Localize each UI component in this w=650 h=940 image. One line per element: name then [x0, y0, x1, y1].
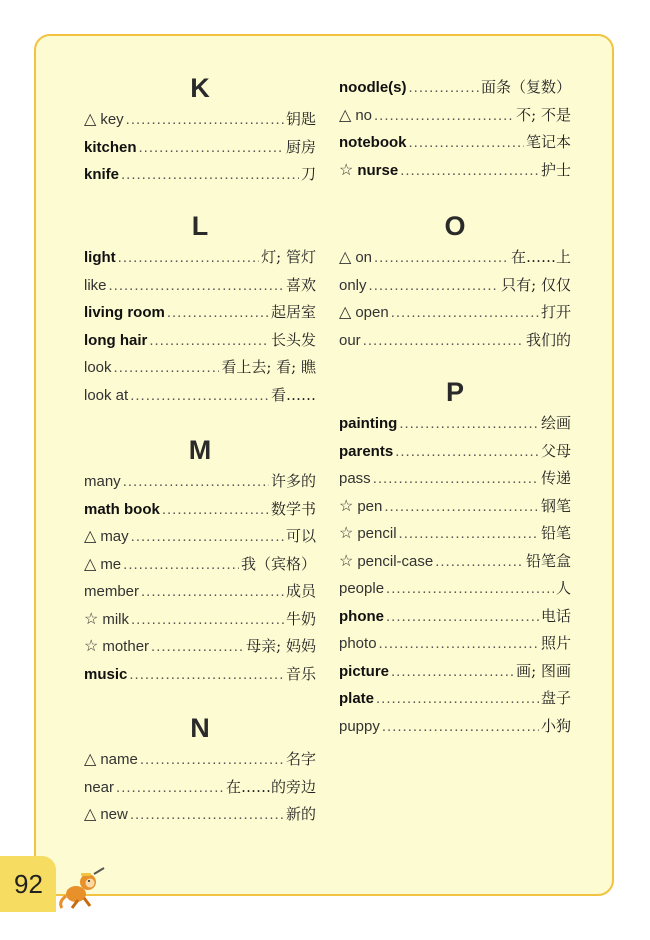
glossary-entry [84, 468, 316, 496]
entry-meaning: 我们的 [525, 330, 571, 349]
entry-word: living room [84, 304, 165, 321]
entry-meaning: 牛奶 [285, 609, 316, 628]
dot-leader [386, 575, 554, 603]
entry-meaning: 不; 不是 [516, 105, 571, 124]
glossary-entry [84, 633, 316, 661]
dot-leader [379, 630, 539, 658]
glossary-entry [339, 102, 571, 130]
glossary-entry [339, 575, 571, 603]
entry-word: painting [339, 415, 398, 432]
entry-meaning: 成员 [285, 582, 316, 600]
section-o [339, 208, 571, 354]
entry-word: music [84, 665, 128, 683]
entry-word: key [100, 111, 124, 128]
dot-leader [374, 102, 514, 130]
triangle-icon: △ [84, 806, 97, 823]
entry-word: me [100, 555, 122, 573]
star-icon: ☆ [339, 497, 354, 515]
dot-leader [373, 465, 539, 493]
glossary-entry [84, 244, 316, 272]
glossary-entry [339, 493, 571, 521]
entry-meaning: 照片 [540, 634, 571, 652]
dot-leader [109, 272, 284, 300]
entry-meaning: 长头发 [270, 330, 316, 349]
glossary-entry [84, 746, 316, 774]
entry-word: look at [84, 386, 129, 404]
dot-leader [435, 548, 524, 576]
dot-leader [114, 354, 220, 382]
dot-leader [386, 603, 539, 631]
entry-word: notebook [339, 134, 407, 151]
dot-leader [376, 685, 539, 713]
triangle-icon: △ [339, 106, 352, 124]
entry-word: look [84, 359, 112, 376]
entry-word: only [339, 276, 367, 294]
glossary-entry [84, 106, 316, 134]
triangle-icon: △ [84, 751, 97, 768]
glossary-entry [339, 272, 571, 300]
glossary-entry [84, 299, 316, 327]
entry-meaning: 铅笔 [540, 524, 571, 542]
dot-leader [409, 129, 524, 157]
triangle-icon: △ [84, 555, 97, 573]
section-k [84, 70, 316, 189]
page-number: 92 [14, 869, 43, 899]
dot-leader [129, 661, 284, 689]
entry-word: member [84, 583, 140, 600]
section-letter: M [188, 435, 212, 465]
entry-meaning: 钢笔 [540, 496, 571, 515]
dot-leader [391, 299, 539, 327]
entry-word: milk [102, 610, 130, 628]
entry-meaning: 只有; 仅仅 [501, 275, 571, 294]
entry-meaning: 许多的 [270, 472, 316, 490]
entry-word: like [84, 276, 107, 294]
triangle-icon: △ [339, 304, 352, 321]
entry-word: light [84, 249, 116, 266]
dot-leader [363, 327, 524, 355]
entry-meaning: 起居室 [270, 303, 316, 321]
dot-leader [116, 774, 224, 802]
glossary-entry [84, 382, 316, 410]
entry-word: nurse [357, 161, 399, 179]
section-letter: P [445, 377, 464, 407]
entry-meaning: 绘画 [540, 414, 571, 432]
entry-word: pencil-case [357, 552, 434, 570]
glossary-entry [84, 774, 316, 802]
dot-leader [400, 157, 539, 185]
entry-word: mother [102, 638, 150, 655]
dot-leader [123, 468, 269, 496]
entry-word: noodle(s) [339, 79, 407, 96]
section-letter: L [191, 211, 209, 241]
entry-word: plate [339, 690, 375, 707]
entry-meaning: 面条（复数） [480, 78, 571, 96]
entry-word: open [355, 304, 389, 321]
entry-meaning: 护士 [540, 160, 571, 179]
dot-leader [131, 523, 284, 551]
entry-meaning: 喜欢 [285, 275, 316, 294]
glossary-entry [84, 606, 316, 634]
entry-word: kitchen [84, 138, 137, 156]
dot-leader [167, 299, 269, 327]
entry-word: our [339, 331, 361, 349]
entry-meaning: 钥匙 [285, 110, 316, 128]
section-letter: N [190, 713, 210, 743]
entry-meaning: 灯; 管灯 [261, 248, 316, 266]
glossary-entry [339, 713, 571, 741]
dot-leader [391, 658, 514, 686]
dot-leader [374, 244, 509, 272]
glossary-entry [339, 129, 571, 157]
glossary-entry [339, 658, 571, 686]
section-l [84, 208, 316, 409]
dot-leader [162, 496, 269, 524]
entry-meaning: 音乐 [285, 664, 316, 683]
glossary-entry [339, 520, 571, 548]
entry-word: long hair [84, 331, 148, 349]
entry-meaning: 我（宾格） [240, 554, 316, 573]
triangle-icon: △ [84, 111, 97, 128]
entry-meaning: 新的 [285, 805, 316, 823]
glossary-entry [339, 630, 571, 658]
dot-leader [409, 74, 479, 102]
entry-meaning: 铅笔盒 [525, 551, 571, 570]
dot-leader [149, 327, 269, 355]
glossary-entry [84, 801, 316, 829]
entry-meaning: 人 [555, 579, 571, 597]
entry-meaning: 看上去; 看; 瞧 [221, 358, 316, 376]
entry-word: puppy [339, 717, 380, 735]
triangle-icon: △ [339, 249, 352, 266]
entry-word: phone [339, 607, 384, 625]
entry-word: photo [339, 635, 377, 652]
glossary-entry [339, 74, 571, 102]
entry-meaning: 母亲; 妈妈 [246, 637, 316, 655]
star-icon: ☆ [339, 525, 354, 542]
dot-leader [118, 244, 260, 272]
dot-leader [151, 633, 244, 661]
section-m [84, 432, 316, 688]
star-icon: ☆ [84, 610, 99, 628]
entry-word: no [355, 106, 372, 124]
glossary-entry [84, 578, 316, 606]
entry-meaning: 电话 [540, 606, 571, 625]
entry-word: math book [84, 500, 160, 518]
entry-meaning: 在……的旁边 [225, 777, 316, 796]
entry-meaning: 传递 [540, 469, 571, 487]
glossary-entry [339, 327, 571, 355]
glossary-entry [84, 134, 316, 162]
entry-word: on [355, 249, 372, 266]
star-icon: ☆ [339, 552, 354, 570]
glossary-entry [84, 327, 316, 355]
entry-word: parents [339, 442, 394, 460]
entry-meaning: 名字 [285, 750, 316, 768]
dot-leader [140, 746, 284, 774]
entry-meaning: 数学书 [270, 499, 316, 518]
entry-meaning: 笔记本 [525, 133, 571, 151]
entry-meaning: 父母 [540, 441, 571, 460]
glossary-entry [84, 272, 316, 300]
dot-leader [126, 106, 284, 134]
entry-word: pencil [357, 525, 397, 542]
triangle-icon: △ [84, 528, 97, 545]
glossary-entry [339, 244, 571, 272]
section-n-continued [339, 74, 571, 184]
dot-leader [382, 713, 539, 741]
glossary-entry [84, 551, 316, 579]
dot-leader [131, 606, 284, 634]
dot-leader [139, 134, 284, 162]
glossary-entry [339, 438, 571, 466]
entry-word: pen [357, 497, 383, 515]
entry-meaning: 盘子 [540, 689, 571, 707]
star-icon: ☆ [84, 638, 99, 655]
entry-meaning: 在……上 [510, 248, 571, 266]
entry-meaning: 打开 [540, 303, 571, 321]
dot-leader [395, 438, 539, 466]
glossary-entry [339, 685, 571, 713]
dot-leader [384, 493, 539, 521]
glossary-entry [84, 354, 316, 382]
entry-meaning: 可以 [285, 527, 316, 545]
dot-leader [123, 551, 239, 579]
star-icon: ☆ [339, 161, 354, 179]
entry-meaning: 看…… [270, 385, 316, 404]
glossary-entry [84, 661, 316, 689]
entry-word: knife [84, 166, 120, 183]
entry-meaning: 小狗 [540, 716, 571, 735]
glossary-entry [84, 161, 316, 189]
entry-word: picture [339, 662, 390, 680]
entry-word: name [100, 751, 138, 768]
entry-word: pass [339, 470, 371, 487]
entry-meaning: 刀 [300, 165, 316, 183]
entry-word: new [100, 806, 128, 823]
glossary-card [34, 34, 614, 896]
section-letter: O [444, 211, 466, 241]
glossary-entry [84, 496, 316, 524]
glossary-entry [84, 523, 316, 551]
dot-leader [399, 520, 539, 548]
entry-meaning: 画; 图画 [516, 661, 571, 680]
glossary-entry [339, 548, 571, 576]
glossary-entry [339, 603, 571, 631]
section-n [84, 710, 316, 829]
entry-meaning: 厨房 [285, 137, 316, 156]
entry-word: near [84, 778, 115, 796]
entry-word: many [84, 473, 121, 490]
dot-leader [369, 272, 500, 300]
dot-leader [121, 161, 299, 189]
monkey-mascot-icon [54, 866, 108, 910]
dot-leader [141, 578, 284, 606]
glossary-entry [339, 299, 571, 327]
entry-word: people [339, 580, 385, 597]
entry-word: may [100, 528, 129, 545]
dot-leader [130, 382, 269, 410]
glossary-entry [339, 465, 571, 493]
dot-leader [399, 410, 539, 438]
section-p [339, 374, 571, 740]
glossary-entry [339, 410, 571, 438]
section-letter: K [190, 73, 210, 103]
dot-leader [130, 801, 284, 829]
glossary-entry [339, 157, 571, 185]
